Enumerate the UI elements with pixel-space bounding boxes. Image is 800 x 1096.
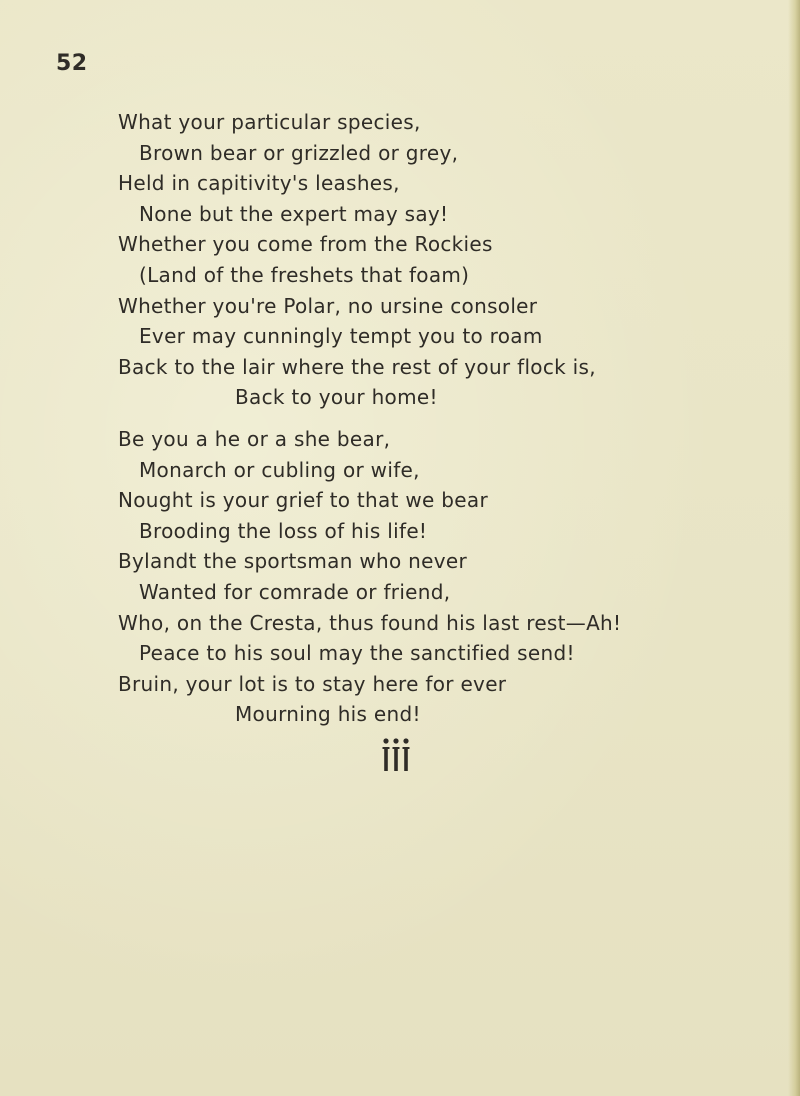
poem-line: Back to the lair where the rest of your flock is, xyxy=(118,355,596,379)
poem-line: Peace to his soul may the sanctified send! xyxy=(139,641,575,665)
three-dot-column-ornament-icon xyxy=(381,738,411,774)
poem-line: Back to your home! xyxy=(235,385,438,409)
poem-line: Brown bear or grizzled or grey, xyxy=(139,141,459,165)
poem-line: Bruin, your lot is to stay here for ever xyxy=(118,672,507,696)
poem-line: (Land of the freshets that foam) xyxy=(139,263,470,287)
page-number: 52 xyxy=(56,51,88,76)
poem-line: Wanted for comrade or friend, xyxy=(139,580,451,604)
poem-line: None but the expert may say! xyxy=(139,202,449,226)
page-edge-shadow xyxy=(788,0,800,1096)
poem-line: Bylandt the sportsman who never xyxy=(118,549,467,573)
poem-line: Be you a he or a she bear, xyxy=(118,427,391,451)
poem-line: Nought is your grief to that we bear xyxy=(118,488,488,512)
poem-line: Ever may cunningly tempt you to roam xyxy=(139,324,543,348)
poem-line: Whether you're Polar, no ursine consoler xyxy=(118,294,538,318)
poem-line: Brooding the loss of his life! xyxy=(139,519,428,543)
poem-line: Whether you come from the Rockies xyxy=(118,232,493,256)
poem-line: Monarch or cubling or wife, xyxy=(139,458,420,482)
poem-line: Held in capitivity's leashes, xyxy=(118,171,400,195)
poem-line: What your particular species, xyxy=(118,110,421,134)
poem-line: Mourning his end! xyxy=(235,702,421,726)
poem-line: Who, on the Cresta, thus found his last rest—Ah! xyxy=(118,611,622,635)
